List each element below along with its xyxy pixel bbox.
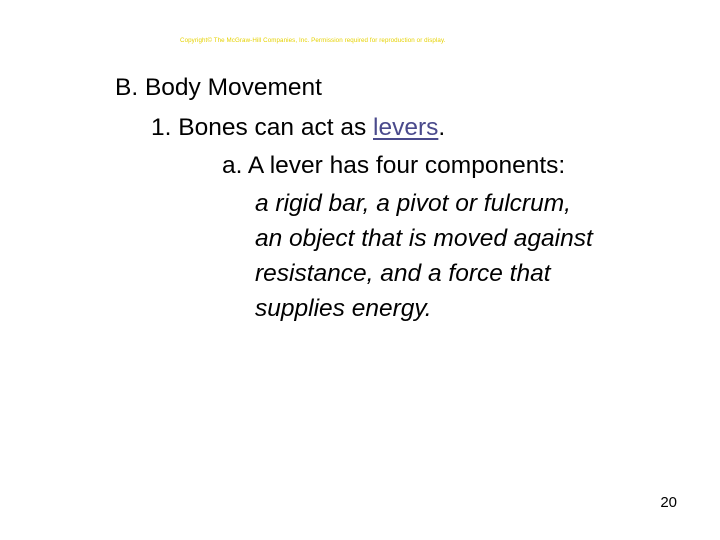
point-1-suffix: . xyxy=(438,114,446,141)
subpoint-a-text: A lever has four components: xyxy=(242,152,566,179)
copyright-notice: Copyright© The McGraw-Hill Companies, Inc. Permission required for reproduction or display. xyxy=(180,37,446,44)
section-heading: B. Body Movement xyxy=(115,74,322,101)
detail-line: supplies energy. xyxy=(255,295,432,322)
detail-line: an object that is moved against xyxy=(255,225,593,252)
outline-subpoint-a xyxy=(222,152,565,180)
detail-line: resistance, and a force that xyxy=(255,260,551,287)
page-number: 20 xyxy=(660,494,677,511)
subpoint-a-label: a. xyxy=(222,152,243,179)
detail-line: a rigid bar, a pivot or fulcrum, xyxy=(255,190,571,217)
point-1-prefix: 1. Bones can act as xyxy=(151,114,373,141)
outline-point-1 xyxy=(151,114,445,142)
lever-components-detail xyxy=(255,186,593,326)
levers-link[interactable]: levers xyxy=(373,114,439,141)
